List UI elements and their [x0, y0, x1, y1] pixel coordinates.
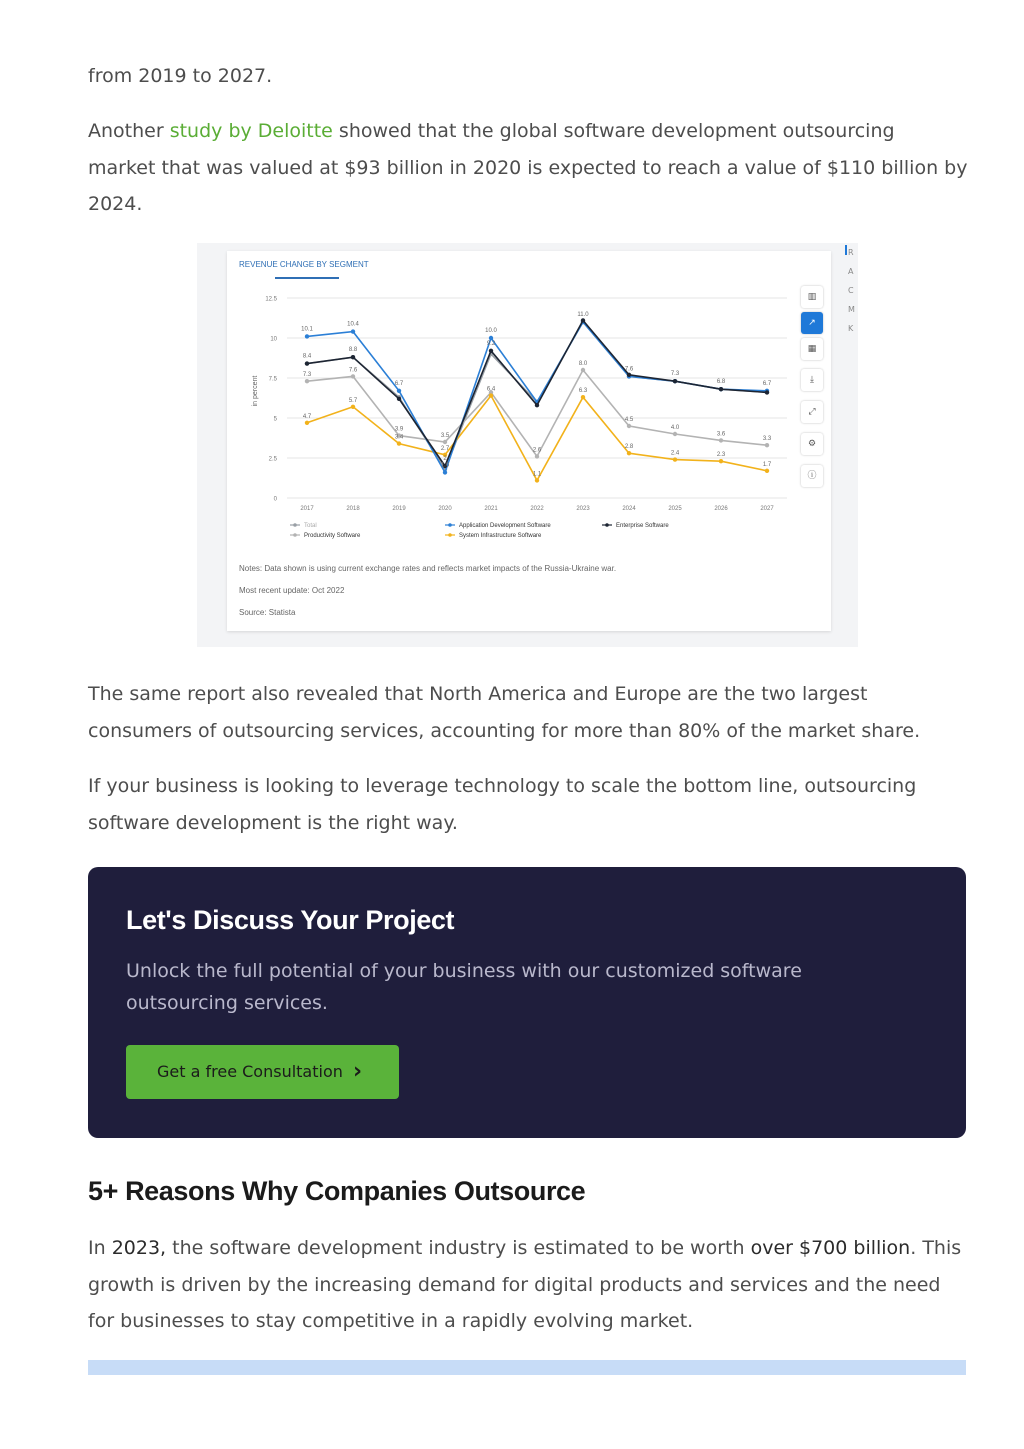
series-line — [307, 370, 767, 459]
data-label: 6.7 — [762, 380, 772, 387]
fullscreen-icon[interactable]: ⤢ — [801, 401, 823, 423]
x-tick-label: 2020 — [438, 506, 452, 512]
data-point — [489, 393, 493, 397]
data-point — [765, 390, 769, 394]
legend-marker — [448, 533, 452, 537]
chevron-right-icon: › — [353, 1059, 363, 1084]
data-point — [397, 441, 401, 445]
y-tick-label: 7.5 — [268, 376, 277, 383]
chart-tab-underline — [275, 277, 339, 279]
statista-chart-figure — [197, 243, 858, 647]
data-label: 6.7 — [394, 380, 404, 387]
cta-text: Unlock the full potential of your business with our customized software outsourcing services. — [126, 960, 802, 1014]
data-label: 2.4 — [670, 450, 680, 457]
data-point — [673, 432, 677, 436]
data-point — [351, 405, 355, 409]
free-consultation-button[interactable] — [126, 1045, 399, 1099]
data-point — [305, 379, 309, 383]
text-segment: Another — [88, 120, 170, 142]
data-label: 7.6 — [624, 366, 634, 373]
data-label: 2 — [443, 456, 447, 462]
legend-label: Application Development Software — [459, 523, 551, 529]
data-label: 5.7 — [348, 397, 358, 404]
data-point — [305, 421, 309, 425]
data-label: 2.7 — [440, 445, 450, 452]
data-label: 2.6 — [532, 447, 542, 454]
data-point — [443, 470, 447, 474]
data-point — [397, 389, 401, 393]
x-tick-label: 2023 — [576, 506, 590, 512]
x-tick-label: 2026 — [714, 506, 728, 512]
settings-icon[interactable]: ⚙ — [801, 433, 823, 455]
data-label: 3.3 — [762, 436, 772, 443]
data-point — [627, 373, 631, 377]
info-icon[interactable]: ⓘ — [801, 465, 823, 487]
y-tick-label: 10 — [270, 336, 277, 343]
paragraph-intro-end: from 2019 to 2027. — [88, 65, 273, 87]
data-point — [305, 361, 309, 365]
highlight-year: 2023, — [111, 1237, 167, 1259]
data-label: 4.0 — [670, 425, 680, 431]
x-tick-label: 2019 — [392, 506, 406, 512]
edge-letter: A — [848, 267, 854, 276]
x-tick-label: 2022 — [530, 506, 544, 512]
paragraph-deloitte — [88, 113, 968, 223]
chart-notes: Notes: Data shown is using current exchange rates and reflects market impacts of the Russia-Ukraine war. — [239, 564, 617, 573]
y-tick-label: 0 — [273, 496, 277, 503]
paragraph-report: The same report also revealed that North America and Europe are the two largest consumers of outsourcing services, accounting for more than 80% of the market share. — [88, 683, 921, 742]
chart-tab-label[interactable]: REVENUE CHANGE BY SEGMENT — [239, 260, 369, 269]
data-label: 7.3 — [670, 371, 680, 378]
data-label: 6.3 — [578, 388, 588, 395]
chart-source: Source: Statista — [239, 608, 296, 617]
data-label: 2.3 — [716, 452, 726, 459]
legend-label: Enterprise Software — [616, 523, 669, 529]
y-tick-label: 5 — [273, 416, 277, 423]
data-point — [489, 336, 493, 340]
data-label: 1.7 — [762, 461, 772, 468]
data-point — [305, 334, 309, 338]
legend-marker — [448, 523, 452, 527]
button-label: Get a free Consultation — [157, 1062, 343, 1081]
data-point — [535, 403, 539, 407]
text-segment: the software development industry is estimated to be worth — [166, 1237, 751, 1259]
table-icon[interactable]: ▦ — [801, 338, 823, 360]
y-tick-label: 2.5 — [268, 456, 277, 463]
data-label: 6.4 — [486, 386, 496, 393]
data-label: 2.8 — [624, 444, 634, 451]
data-point — [581, 395, 585, 399]
data-label: 8.0 — [578, 361, 588, 367]
data-point — [673, 457, 677, 461]
edge-letter: K — [848, 324, 854, 333]
legend-marker — [605, 523, 609, 527]
data-label: 1.6 — [440, 462, 450, 469]
paragraph-business: If your business is looking to leverage technology to scale the bottom line, outsourcing software development is the right way. — [88, 775, 917, 834]
data-label: 10.4 — [347, 321, 359, 328]
data-label: 6.8 — [716, 379, 726, 386]
data-label: 3.9 — [394, 426, 404, 433]
data-point — [719, 387, 723, 391]
x-tick-label: 2018 — [346, 506, 360, 512]
legend-label: Productivity Software — [304, 533, 361, 539]
data-label: 8.4 — [302, 353, 312, 360]
paragraph-reasons — [88, 1230, 968, 1340]
data-point — [489, 349, 493, 353]
x-tick-label: 2024 — [622, 506, 636, 512]
x-tick-label: 2017 — [300, 506, 314, 512]
data-label: 1.1 — [532, 471, 542, 478]
data-point — [535, 454, 539, 458]
legend-marker — [293, 523, 297, 527]
deloitte-study-link[interactable]: study by Deloitte — [169, 120, 333, 142]
line-chart — [197, 243, 858, 647]
next-section-strip — [88, 1360, 966, 1375]
x-tick-label: 2025 — [668, 506, 682, 512]
data-point — [719, 438, 723, 442]
text-segment: . This growth is driven by the increasing demand for digital products and services and the need for businesses to stay competitive in a rapidly evolving market. — [88, 1237, 962, 1332]
download-icon[interactable]: ⤓ — [801, 369, 823, 391]
cta-banner — [88, 867, 966, 1138]
edge-letter: R — [848, 248, 854, 257]
data-point — [719, 459, 723, 463]
text-segment: showed that the global software development outsourcing market that was valued at $93 billion in 2020 is expected to reach a value of $110 billion by 2024. — [88, 120, 968, 215]
data-point — [673, 379, 677, 383]
edge-letter: C — [848, 286, 854, 295]
edge-letter: M — [848, 305, 855, 314]
data-label: 11.0 — [577, 312, 589, 318]
data-label: 4.5 — [624, 417, 634, 423]
data-label: 3.6 — [716, 431, 726, 438]
data-label: 7.3 — [302, 372, 312, 379]
bar-chart-icon[interactable]: ▥ — [801, 286, 823, 308]
data-point — [765, 469, 769, 473]
data-point — [627, 451, 631, 455]
data-label: 8.8 — [348, 347, 358, 354]
section-heading-reasons: 5+ Reasons Why Companies Outsource — [88, 1176, 586, 1206]
highlight-worth: over $700 billion — [750, 1237, 911, 1259]
data-label: 4.7 — [302, 413, 312, 420]
legend-label: Total — [304, 523, 317, 529]
data-label: 10.0 — [485, 328, 497, 334]
data-point — [627, 424, 631, 428]
legend-marker — [293, 533, 297, 537]
data-label: 3.4 — [394, 434, 404, 441]
data-point — [581, 318, 585, 322]
x-tick-label: 2027 — [760, 506, 774, 512]
text-segment: In — [88, 1237, 112, 1259]
data-point — [351, 374, 355, 378]
data-label: 9.2 — [486, 340, 496, 347]
legend-label: System Infrastructure Software — [459, 533, 542, 539]
data-point — [443, 440, 447, 444]
data-label: 10.1 — [301, 326, 313, 333]
cta-title: Let's Discuss Your Project — [126, 905, 455, 935]
chart-update-date: Most recent update: Oct 2022 — [239, 586, 345, 595]
data-label: 3.5 — [440, 433, 450, 439]
data-point — [535, 478, 539, 482]
data-point — [397, 397, 401, 401]
line-chart-icon[interactable]: ↗ — [801, 312, 823, 334]
data-label: 7.6 — [348, 367, 358, 374]
data-point — [581, 368, 585, 372]
data-point — [351, 355, 355, 359]
y-axis-label: in percent — [252, 375, 259, 407]
data-point — [765, 443, 769, 447]
data-point — [351, 329, 355, 333]
x-tick-label: 2021 — [484, 506, 498, 512]
y-tick-label: 12.5 — [265, 296, 277, 303]
